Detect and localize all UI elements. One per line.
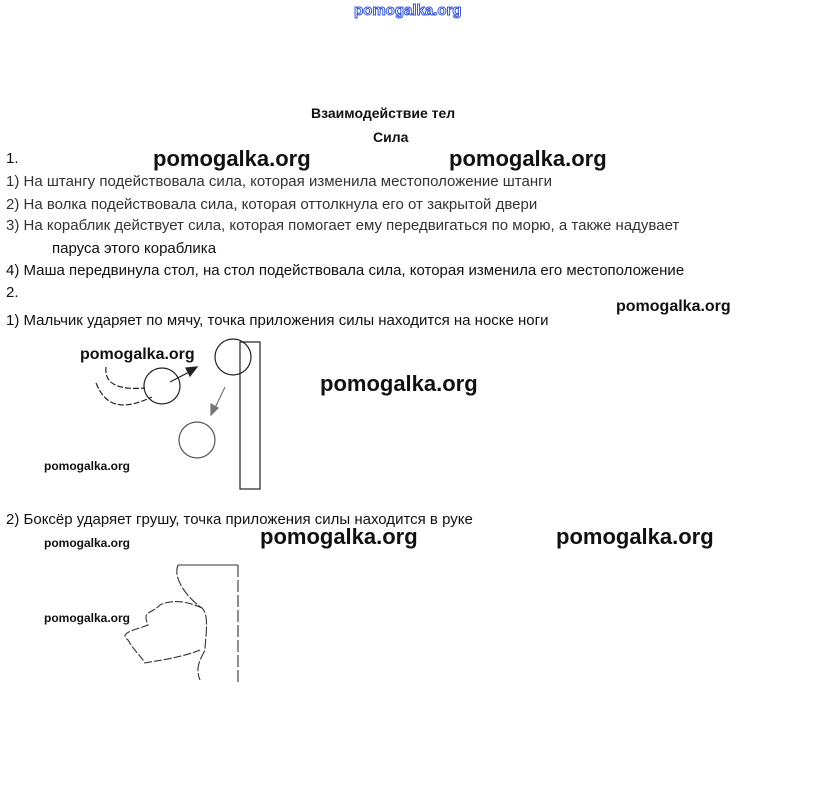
section-2-number: 2. [6, 284, 19, 301]
answer-item: 3) На кораблик действует сила, которая помогает ему передвигаться по морю, а также надувает [6, 217, 680, 234]
watermark: pomogalka.org [44, 611, 131, 625]
kick-ball-drawing [96, 339, 260, 489]
watermark: pomogalka.org [260, 524, 418, 549]
watermark: pomogalka.org [449, 146, 607, 171]
answer-item: 1) На штангу подействовала сила, которая изменила местоположение штанги [6, 173, 552, 190]
section-1-number: 1. [6, 150, 19, 167]
boxer-punching-bag-drawing [125, 565, 238, 682]
document-subtitle: Сила [373, 129, 409, 145]
watermark: pomogalka.org [44, 459, 131, 473]
header-watermark: pomogalka.org [354, 2, 462, 19]
answer-item-continuation: паруса этого кораблика [52, 240, 217, 257]
watermark: pomogalka.org [153, 146, 311, 171]
watermark: pomogalka.org [320, 371, 478, 396]
answer-item: 2) На волка подействовала сила, которая оттолкнула его от закрытой двери [6, 196, 538, 213]
document-title: Взаимодействие тел [311, 105, 456, 121]
watermark: pomogalka.org [556, 524, 714, 549]
answer-item: 2) Боксёр ударяет грушу, точка приложения силы находится в руке [6, 511, 473, 528]
watermark: pomogalka.org [616, 298, 731, 315]
answer-item: 1) Мальчик ударяет по мячу, точка приложения силы находится на носке ноги [6, 312, 549, 329]
watermark: pomogalka.org [80, 346, 195, 363]
watermark: pomogalka.org [44, 536, 131, 550]
answer-item: 4) Маша передвинула стол, на стол подействовала сила, которая изменила его местоположение [6, 262, 685, 279]
